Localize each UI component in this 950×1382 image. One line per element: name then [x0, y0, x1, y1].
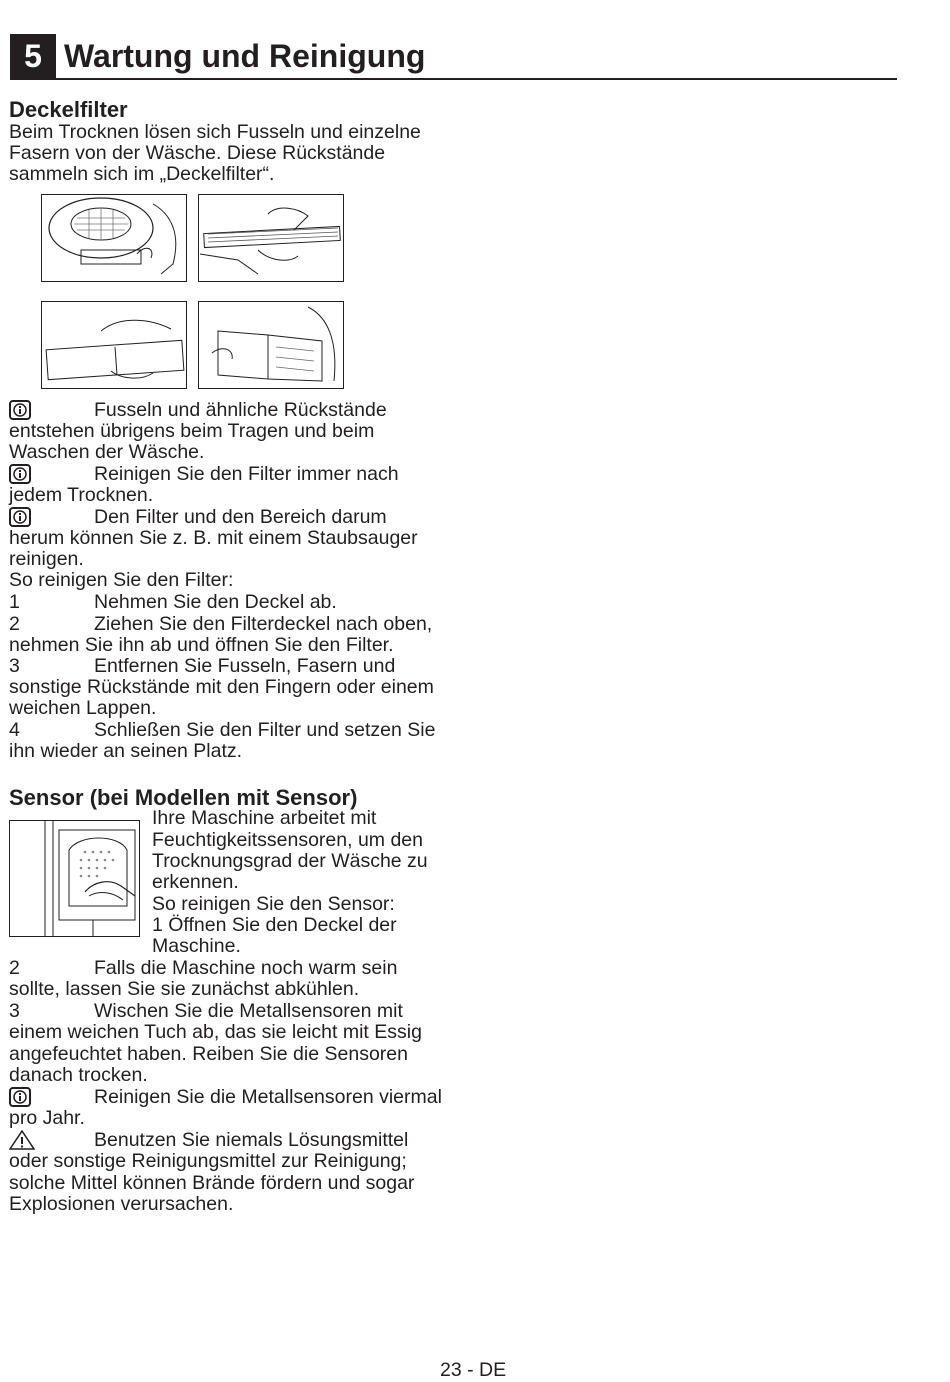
- sensor-step-2-line-1: 2 Falls die Maschine noch warm sein: [9, 957, 398, 979]
- filter-step-4-line-2: ihn wieder an seinen Platz.: [9, 740, 243, 762]
- filter-intro-line-1: Beim Trocknen lösen sich Fusseln und einzelne: [9, 121, 421, 143]
- filter-note-3-line-2: herum können Sie z. B. mit einem Staubsauger: [9, 527, 418, 549]
- sensor-side-line-2: Feuchtigkeitssensoren, um den: [152, 829, 423, 851]
- sensor-illustration: [9, 820, 140, 937]
- sensor-warning-line-4: Explosionen verursachen.: [9, 1193, 234, 1215]
- sensor-warning-line-3: solche Mittel können Brände fördern und sogar: [9, 1172, 415, 1194]
- sensor-side-line-3: Trocknungsgrad der Wäsche zu: [152, 850, 428, 872]
- filter-step-3-line-1: 3 Entfernen Sie Fusseln, Fasern und: [9, 655, 396, 677]
- filter-note-3-line-3: reinigen.: [9, 548, 84, 570]
- chapter-title: Wartung und Reinigung: [64, 38, 426, 74]
- page-number: 23 - DE: [440, 1359, 507, 1381]
- sensor-side-line-4: erkennen.: [152, 871, 239, 893]
- sensor-info-line-2: pro Jahr.: [9, 1107, 85, 1129]
- filter-intro-line-2: Fasern von der Wäsche. Diese Rückstände: [9, 142, 386, 164]
- info-icon: [9, 464, 31, 484]
- filter-note-2-line-2: jedem Trocknen.: [9, 484, 154, 506]
- filter-illustration-4: [198, 301, 344, 389]
- filter-note-1-line-3: Waschen der Wäsche.: [9, 441, 205, 463]
- step-number: 2: [9, 957, 20, 979]
- sensor-info-line-1: Reinigen Sie die Metallsensoren viermal: [9, 1087, 442, 1109]
- filter-step-4-line-1: 4 Schließen Sie den Filter und setzen Sie: [9, 719, 436, 741]
- sensor-step-2-line-2: sollte, lassen Sie sie zunächst abkühlen.: [9, 978, 360, 1000]
- filter-intro-line-3: sammeln sich im „Deckelfilter“.: [9, 163, 275, 185]
- chapter-number: 5: [10, 34, 56, 78]
- step-number: 1: [9, 591, 20, 613]
- sensor-heading: Sensor (bei Modellen mit Sensor): [9, 785, 358, 810]
- filter-step-2-line-2: nehmen Sie ihn ab und öffnen Sie den Filter.: [9, 634, 394, 656]
- step-number: 4: [9, 719, 20, 741]
- filter-note-2-line-1: Reinigen Sie den Filter immer nach: [9, 464, 399, 486]
- sensor-step-3-line-2: einem weichen Tuch ab, das sie leicht mit Essig: [9, 1021, 422, 1043]
- sensor-warning-line-1: Benutzen Sie niemals Lösungsmittel: [9, 1130, 408, 1153]
- filter-heading: Deckelfilter: [9, 97, 128, 122]
- sensor-warning-line-2: oder sonstige Reinigungsmittel zur Reinigung;: [9, 1150, 407, 1172]
- sensor-side-line-1: Ihre Maschine arbeitet mit: [152, 807, 377, 829]
- step-number: 3: [9, 1000, 20, 1022]
- info-icon: [9, 400, 31, 420]
- filter-illustration-2: [198, 194, 344, 282]
- sensor-side-line-7: Maschine.: [152, 935, 241, 957]
- sensor-side-line-6: 1 Öffnen Sie den Deckel der: [152, 914, 397, 936]
- filter-step-2-line-1: 2 Ziehen Sie den Filterdeckel nach oben,: [9, 613, 433, 635]
- sensor-step-3-line-3: angefeuchtet haben. Reiben Sie die Sensoren: [9, 1043, 408, 1065]
- filter-step-3-line-2: sonstige Rückstände mit den Fingern oder einem: [9, 676, 434, 698]
- filter-illustration-3: [41, 301, 187, 389]
- sensor-step-3-line-4: danach trocken.: [9, 1064, 148, 1086]
- filter-note-3-line-1: Den Filter und den Bereich darum: [9, 507, 387, 529]
- filter-steps-intro: So reinigen Sie den Filter:: [9, 569, 234, 591]
- filter-step-3-line-3: weichen Lappen.: [9, 697, 157, 719]
- step-number: 2: [9, 613, 20, 635]
- filter-illustration-1: [41, 194, 187, 282]
- chapter-header: [10, 34, 897, 80]
- info-icon: [9, 507, 31, 527]
- step-number: 3: [9, 655, 20, 677]
- sensor-side-line-5: So reinigen Sie den Sensor:: [152, 893, 395, 915]
- warning-icon: [9, 1130, 35, 1150]
- info-icon: [9, 1087, 31, 1107]
- filter-step-1-line-1: 1 Nehmen Sie den Deckel ab.: [9, 591, 337, 613]
- filter-note-1-line-1: Fusseln und ähnliche Rückstände: [9, 400, 387, 422]
- chapter-rule: [10, 78, 897, 80]
- filter-note-1-line-2: entstehen übrigens beim Tragen und beim: [9, 420, 375, 442]
- sensor-step-3-line-1: 3 Wischen Sie die Metallsensoren mit: [9, 1000, 403, 1022]
